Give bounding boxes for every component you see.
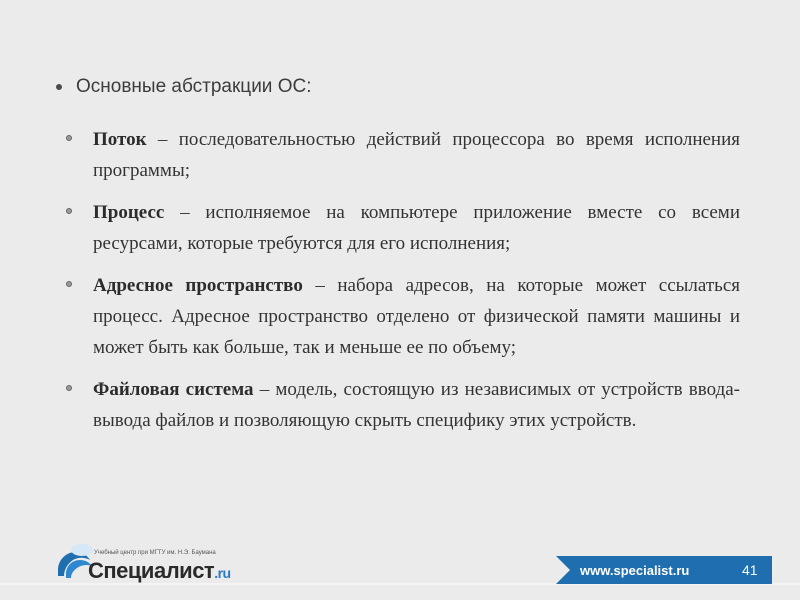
bullet-icon <box>66 208 72 214</box>
abstractions-list <box>64 124 740 447</box>
list-item-text <box>93 124 740 186</box>
logo-wordmark: Специалист.ru <box>88 558 231 583</box>
item-term: Адресное пространство <box>93 275 303 296</box>
logo-tagline: Учебный центр при МГТУ им. Н.Э. Баумана <box>94 550 216 556</box>
heading-text: Основные абстракции ОС: <box>76 76 312 97</box>
item-description: – последовательностью действий процессора во время исполнения программы; <box>93 129 740 181</box>
site-url[interactable]: www.specialist.ru <box>580 562 690 578</box>
page-number: 41 <box>742 556 772 584</box>
list-item-text <box>93 270 740 363</box>
bullet-icon <box>56 84 62 90</box>
list-item-text <box>93 374 740 436</box>
item-term: Процесс <box>93 202 165 223</box>
list-item <box>64 124 740 186</box>
item-description: – модель, состоящую из независимых от устройств ввода-вывода файлов и позволяющую скрыть специфику этих устройств. <box>93 379 740 431</box>
list-item-text <box>93 197 740 259</box>
item-term: Поток <box>93 129 147 150</box>
bullet-icon <box>66 385 72 391</box>
slide-heading <box>56 76 311 98</box>
item-description: – набора адресов, на которые может ссылаться процесс. Адресное пространство отделено от физической памяти машины и может быть как больше, так и меньше ее по объему; <box>93 275 740 358</box>
item-description: – исполняемое на компьютере приложение вместе со всеми ресурсами, которые требуются для его исполнения; <box>93 202 740 254</box>
item-term: Файловая система <box>93 379 254 400</box>
arrow-icon <box>556 556 570 584</box>
bullet-icon <box>66 281 72 287</box>
list-item <box>64 374 740 436</box>
site-url-badge[interactable] <box>556 556 742 584</box>
bullet-icon <box>66 135 72 141</box>
specialist-logo[interactable] <box>52 540 292 585</box>
list-item <box>64 270 740 363</box>
list-item <box>64 197 740 259</box>
